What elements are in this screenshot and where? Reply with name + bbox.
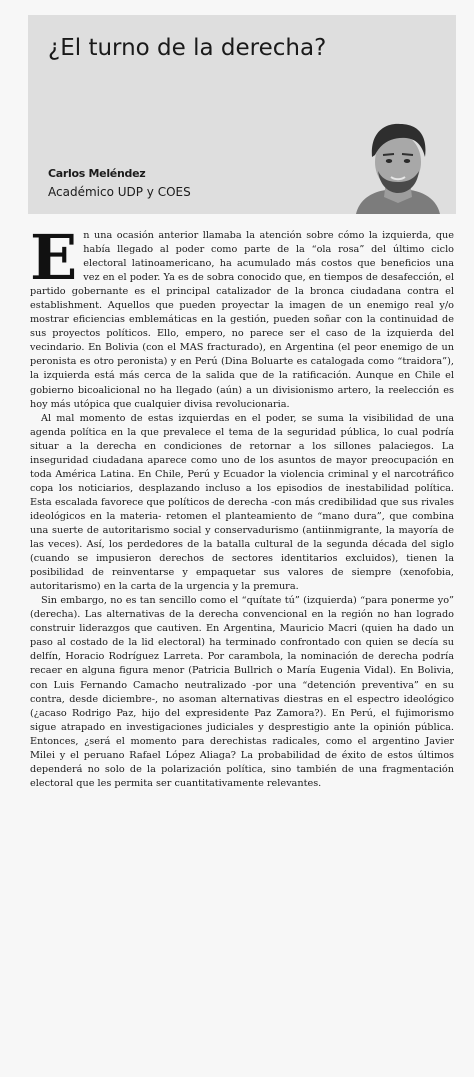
article-paragraph-2: Al mal momento de estas izquierdas en el poder, se suma la visibilidad de una agenda política en la que prevalece el tema de la seguridad pública, lo cual podría situar a la derecha en condiciones de retornar a los sillones palaciegos. La inseguridad ciudadana aparece como uno de los asuntos de mayor preocupación en toda América Latina. En Chile, Perú y Ecuador la violencia criminal y el narcotráfico copa los noticiarios, desplazando incluso a los episodios de inestabilidad política. Esta escalada favorece que políticos de derecha -con más credibilidad que sus rivales ideológicos en la materia- retomen el planteamiento de “mano dura”, que combina una suerte de autoritarismo social y conservadurismo (antiinmigrante, la mayoría de las veces). Así, los perdedores de la batalla cultural de la segunda década del siglo (cuando se impusieron derechos de sectores identitarios excluidos), tienen la posibilidad de reinventarse y empaquetar sus valores de siempre (xenofobia, autoritarismo) en la carta de la urgencia y la premura. xyxy=(30,412,454,593)
column-header xyxy=(28,15,456,214)
article-paragraph-1: En una ocasión anterior llamaba la atención sobre cómo la izquierda, que había llegado al poder como parte de la “ola rosa” del último ciclo electoral latinoamericano, ha acumulado más costos que beneficios una vez en el poder. Ya es de sobra conocido que, en tiempos de desafección, el partido gobernante es el principal catalizador de la bronca ciudadana contra el establishment. Aquellos que pueden proyectar la imagen de un enemigo real y/o mostrar eficiencias emblemáticas en la gestión, pueden soñar con la continuidad de sus proyectos políticos. Ello, empero, no parece ser el caso de la izquierda del vecindario. En Bolivia (con el MAS fracturado), en Argentina (el peor enemigo de un peronista es otro peronista) y en Perú (Dina Boluarte es catalogada como “traidora”), la izquierda está más cerca de la salida que de la ratificación. Aunque en Chile el gobierno bicoalicional no ha llegado (aún) a un divisionismo artero, la reelección es hoy más utópica que cualquier divisa revolucionaria. xyxy=(30,221,454,410)
author-name: Carlos Meléndez xyxy=(48,167,146,180)
author-photo-icon xyxy=(350,115,446,214)
article-title: ¿El turno de la derecha? xyxy=(48,35,327,61)
author-role: Académico UDP y COES xyxy=(48,185,191,199)
author-portrait xyxy=(350,115,446,214)
article-paragraph-3: Sin embargo, no es tan sencillo como el “quítate tú” (izquierda) “para ponerme yo” (derecha). Las alternativas de la derecha convencional en la región no han logrado construir liderazgos que cautiven. En Argentina, Mauricio Macri (quien ha dado un paso al costado de la lid electoral) ha terminado confrontado con quien se decía su delfín, Horacio Rodríguez Larreta. Por carambola, la nominación de derecha podría recaer en alguna figura menor (Patricia Bullrich o María Eugenia Vidal). En Bolivia, con Luis Fernando Camacho neutralizado -por una “detención preventiva” en su contra, desde diciembre-, no asoman alternativas diestras en el espectro ideológico (¿acaso Rodrigo Paz, hijo del expresidente Paz Zamora?). En Perú, el fujimorismo sigue atrapado en investigaciones judiciales y desprestigio ante la opinión pública. Entonces, ¿será el momento para derechistas radicales, como el argentino Javier Milei y el peruano Rafael López Aliaga? La probabilidad de éxito de estos últimos dependerá no solo de la polarización política, sino también de una fragmentación electoral que les permita ser cuantitativamente relevantes. xyxy=(30,595,454,789)
article-body xyxy=(30,221,454,791)
